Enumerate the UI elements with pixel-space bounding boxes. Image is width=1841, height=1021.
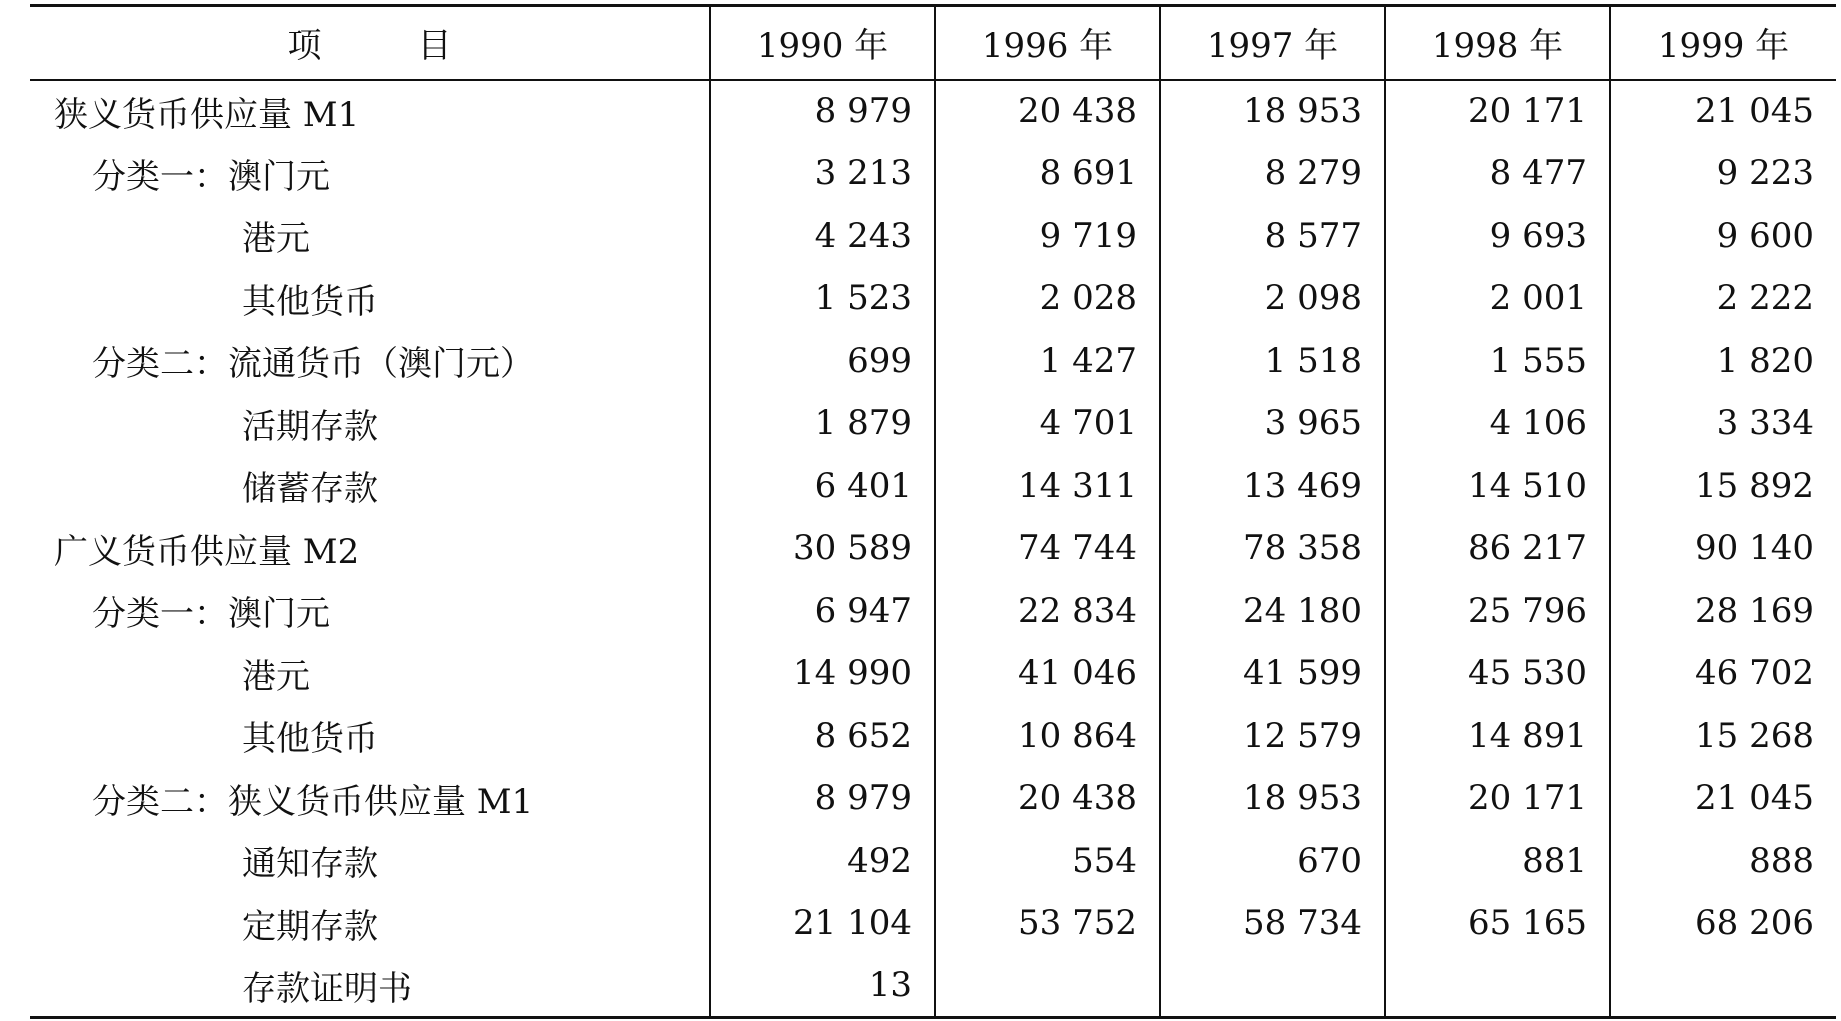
header-year-1997: 1997 年	[1160, 6, 1385, 80]
cell-1996: 554	[935, 830, 1160, 893]
row-label: 其他货币	[242, 281, 378, 322]
row-label: 分类二：流通货币（澳门元）	[92, 344, 534, 385]
cell-1996: 53 752	[935, 892, 1160, 955]
row-label: 港元	[242, 219, 310, 260]
table-row	[30, 705, 1836, 768]
cell-1990: 8 979	[710, 767, 935, 830]
cell-1996: 14 311	[935, 455, 1160, 518]
table-row	[30, 642, 1836, 705]
table-row	[30, 330, 1836, 393]
table-row	[30, 955, 1836, 1018]
cell-1999: 15 268	[1610, 705, 1836, 768]
table-row	[30, 892, 1836, 955]
row-label: 分类一：澳门元	[92, 594, 330, 635]
cell-1998	[1385, 955, 1610, 1018]
row-label: 广义货币供应量 M2	[54, 531, 360, 572]
cell-1998: 20 171	[1385, 80, 1610, 143]
cell-1996: 4 701	[935, 392, 1160, 455]
cell-1996: 9 719	[935, 205, 1160, 268]
cell-1997: 8 577	[1160, 205, 1385, 268]
row-label: 分类一：澳门元	[92, 156, 330, 197]
cell-1999: 2 222	[1610, 267, 1836, 330]
cell-1990: 1 879	[710, 392, 935, 455]
cell-1997: 41 599	[1160, 642, 1385, 705]
cell-1990: 4 243	[710, 205, 935, 268]
row-label: 其他货币	[242, 719, 378, 760]
table-row	[30, 830, 1836, 893]
cell-1997: 18 953	[1160, 80, 1385, 143]
cell-1990: 6 401	[710, 455, 935, 518]
table-row	[30, 80, 1836, 143]
cell-1998: 2 001	[1385, 267, 1610, 330]
cell-1990: 699	[710, 330, 935, 393]
cell-1999: 3 334	[1610, 392, 1836, 455]
row-label: 储蓄存款	[242, 469, 378, 510]
table-row	[30, 392, 1836, 455]
cell-1996: 20 438	[935, 80, 1160, 143]
cell-1998: 8 477	[1385, 142, 1610, 205]
cell-1990: 30 589	[710, 517, 935, 580]
money-supply-table	[30, 4, 1836, 1019]
row-label: 活期存款	[242, 406, 378, 447]
cell-1998: 45 530	[1385, 642, 1610, 705]
cell-1997: 78 358	[1160, 517, 1385, 580]
table-row	[30, 517, 1836, 580]
row-label: 港元	[242, 656, 310, 697]
row-label: 存款证明书	[30, 955, 710, 1018]
cell-1990: 6 947	[710, 580, 935, 643]
cell-1998: 14 510	[1385, 455, 1610, 518]
cell-1996: 74 744	[935, 517, 1160, 580]
row-label: 定期存款	[242, 906, 378, 947]
cell-1998: 25 796	[1385, 580, 1610, 643]
header-year-1999: 1999 年	[1610, 6, 1836, 80]
header-item	[30, 6, 710, 80]
cell-1997: 1 518	[1160, 330, 1385, 393]
cell-1998: 14 891	[1385, 705, 1610, 768]
cell-1990: 8 652	[710, 705, 935, 768]
cell-1997: 8 279	[1160, 142, 1385, 205]
cell-1998: 881	[1385, 830, 1610, 893]
cell-1990: 13	[710, 955, 935, 1018]
cell-1990: 14 990	[710, 642, 935, 705]
table-row	[30, 767, 1836, 830]
header-item-part1: 项	[287, 26, 322, 67]
cell-1998: 86 217	[1385, 517, 1610, 580]
cell-1997: 18 953	[1160, 767, 1385, 830]
row-label: 狭义货币供应量 M1	[54, 94, 360, 135]
table-row	[30, 205, 1836, 268]
cell-1997: 13 469	[1160, 455, 1385, 518]
header-item-part2: 目	[417, 26, 452, 67]
money-supply-table-container	[30, 4, 1836, 1017]
row-label: 通知存款	[242, 844, 378, 885]
cell-1997: 3 965	[1160, 392, 1385, 455]
header-year-1990: 1990 年	[710, 6, 935, 80]
table-row	[30, 142, 1836, 205]
cell-1999: 28 169	[1610, 580, 1836, 643]
cell-1999: 15 892	[1610, 455, 1836, 518]
cell-1998: 20 171	[1385, 767, 1610, 830]
cell-1999: 21 045	[1610, 767, 1836, 830]
cell-1996: 20 438	[935, 767, 1160, 830]
cell-1999	[1610, 955, 1836, 1018]
cell-1990: 492	[710, 830, 935, 893]
row-label: 分类二：狭义货币供应量 M1	[92, 781, 534, 822]
cell-1997: 670	[1160, 830, 1385, 893]
cell-1996: 2 028	[935, 267, 1160, 330]
cell-1997: 24 180	[1160, 580, 1385, 643]
cell-1999: 68 206	[1610, 892, 1836, 955]
cell-1997: 58 734	[1160, 892, 1385, 955]
cell-1999: 1 820	[1610, 330, 1836, 393]
cell-1996: 1 427	[935, 330, 1160, 393]
cell-1990: 1 523	[710, 267, 935, 330]
cell-1998: 1 555	[1385, 330, 1610, 393]
header-row	[30, 6, 1836, 80]
cell-1997: 2 098	[1160, 267, 1385, 330]
header-year-1996: 1996 年	[935, 6, 1160, 80]
header-year-1998: 1998 年	[1385, 6, 1610, 80]
table-row	[30, 455, 1836, 518]
table-row	[30, 267, 1836, 330]
cell-1996: 10 864	[935, 705, 1160, 768]
cell-1998: 9 693	[1385, 205, 1610, 268]
cell-1990: 3 213	[710, 142, 935, 205]
cell-1999: 46 702	[1610, 642, 1836, 705]
cell-1999: 9 223	[1610, 142, 1836, 205]
cell-1998: 65 165	[1385, 892, 1610, 955]
table-row	[30, 580, 1836, 643]
cell-1996: 22 834	[935, 580, 1160, 643]
cell-1997	[1160, 955, 1385, 1018]
table-body	[30, 80, 1836, 1018]
cell-1990: 8 979	[710, 80, 935, 143]
cell-1998: 4 106	[1385, 392, 1610, 455]
cell-1999: 888	[1610, 830, 1836, 893]
cell-1999: 90 140	[1610, 517, 1836, 580]
cell-1999: 9 600	[1610, 205, 1836, 268]
cell-1996	[935, 955, 1160, 1018]
cell-1999: 21 045	[1610, 80, 1836, 143]
cell-1990: 21 104	[710, 892, 935, 955]
table-header	[30, 6, 1836, 80]
cell-1997: 12 579	[1160, 705, 1385, 768]
cell-1996: 41 046	[935, 642, 1160, 705]
cell-1996: 8 691	[935, 142, 1160, 205]
